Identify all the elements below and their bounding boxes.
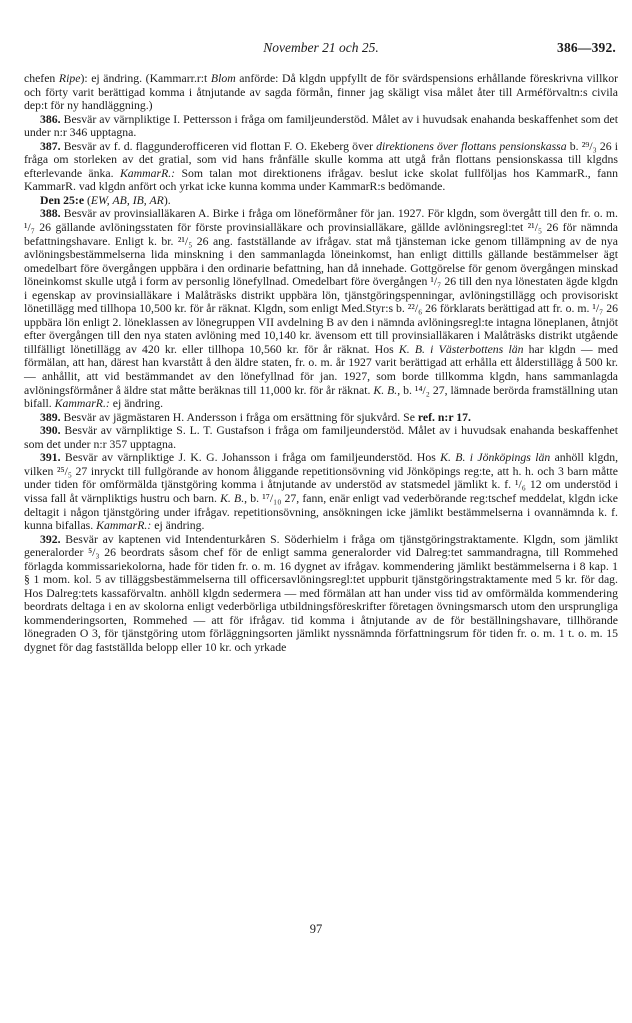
page-number: 97: [309, 922, 323, 936]
case-number: ref. n:r 17.: [417, 410, 471, 424]
text-run: Ripe: [58, 72, 81, 85]
text-run: K. B. i Jönköpings län: [440, 451, 551, 465]
text-run: anhöll klgdn, vilken ²⁵/₅ 27 inryckt till fullgörande av honom åliggande repetitionsövning vid Jönköpings reg:te, att h. h. och 3 barn måtte under tiden för omförmälda tjänstgöring komma i åtnjutande av understöd av statsmedel jämlikt k. f. ¹/₆ 12 om understöd i vissa fall åt värnpliktigs hustru och barn.: [24, 451, 619, 505]
text-run: , b. ¹⁷/₁₀ 27, fann, enär enligt vad vederbörande reg:tschef meddelat, klgdn icke deltagit i någon tjänstgöring under ifrågav. repetitionsövning, ansökningen icke jämlikt bestämmelserna i ovannämnda k. f. kunna bifallas.: [24, 491, 619, 533]
text-run: Besvär av kaptenen vid Intendenturkåren S. Söderhielm i fråga om tjänstgöringstraktamente. Klgdn, som jämlikt generalorder ⁵/₃ 26 beordrats såsom chef för de enligt samma generalorder vid Dalreg:tet sammandragna, till Rommehed förlagda kommissariekolorna, hade för tiden fr. o. m. 16 dygnet av ifrågav. kommendering jämlikt bestämmelserna i 8 kap. 1 § 1 mom. kol. 5 av tilläggsbestämmelserna till officersavlöningsregl:tet uppburit tjänstgöringstraktamente med 5 kr. för dag. Hos Dalreg:tets kassaförvaltn. anhöll klgdn sedermera — med förmälan att han under viss tid av omförmälda kommendering beordrats deltaga i en av skolorna enligt vederbörliga utbildningsföreskrifter företagen övningsmarsch utom den ursprungliga kommenderingsorten, Rommehed — att för ifrågav. tid komma i åtnjutande av de för beställningshavare, tillhörande lönegraden O 3, för tjänstgöring utom förläggningsorten jämlikt nyssnämnda författningsrum för tiden fr. o. m. 1 t. o. m. 15 dygnet för dag fastställda belopp eller 10 kr. och yrkade: [24, 532, 618, 654]
body-text: [24, 72, 618, 655]
text-run: ej ändring.: [109, 397, 164, 411]
text-run: KammarR.:: [96, 519, 152, 533]
text-run: ).: [163, 193, 171, 207]
case-number: 387.: [40, 139, 61, 153]
text-run: KammarR.:: [54, 397, 110, 411]
paragraph: [24, 140, 618, 194]
paragraph: [24, 451, 618, 532]
text-run: b. ²⁹/₃ 26 i fråga om storleken av det gratial, som vid hans frånfälle skulle komma att utgå från flottans pensionskassa till klgdns efterlevande änka.: [24, 139, 618, 180]
page-header: [24, 40, 618, 64]
paragraph: [24, 411, 618, 425]
text-run: Blom: [210, 72, 236, 85]
text-run: ej ändring.: [151, 519, 205, 533]
paragraph: [24, 533, 618, 655]
text-run: EW, AB, IB, AR: [90, 193, 164, 207]
text-run: Besvär av värnpliktige S. L. T. Gustafson i fråga om familjeunderstöd. Målet av i huvudsak enahanda beskaffenhet som det under n:r 357 upptagna.: [24, 424, 618, 451]
text-run: har klgdn — med förmälan, att han, därest han kvarstått å den äldre staten, fr. o. m. år 1927 varit berättigad att erhålla ett ålderstillägg å 500 kr. — anhållit, att vid bestämmandet av den lönefyllnad för jan. 1927, som borde tillkomma klgdn, hans sammanlagda avlöningsförmåner å äldre stat måtte beräknas till 11,000 kr. för år räknat.: [24, 342, 618, 397]
text-run: Besvär av f. d. flaggunderofficeren vid flottan F. O. Ekeberg över: [60, 139, 377, 153]
case-number: 389.: [40, 410, 61, 424]
text-run: Besvär av värnpliktige J. K. G. Johansson i fråga om familjeunderstöd. Hos: [60, 451, 441, 465]
text-run: Som talan mot direktionens ifrågav. beslut icke skolat fullföljas hos KammarR., fann KammarR. vad klgdn anfört och yrkat icke kunna komma under KammarR:s bedömande.: [24, 166, 618, 194]
case-number: Den 25:e: [40, 193, 85, 207]
text-run: K. B. i Västerbottens län: [398, 342, 524, 356]
text-run: K. B.: [220, 491, 245, 505]
text-run: K. B.: [373, 383, 398, 397]
paragraph: [24, 194, 618, 208]
text-run: (: [84, 193, 91, 207]
paragraph: [24, 72, 618, 113]
text-run: chefen: [24, 72, 59, 85]
running-title: November 21 och 25.: [263, 40, 379, 55]
text-run: direktionens över flottans pensionskassa: [376, 139, 567, 153]
paragraph: [24, 113, 618, 140]
paragraph: [24, 424, 618, 451]
case-number: 391.: [40, 451, 61, 465]
text-run: , b. ¹⁴/₂ 27, lämnade berörda framställning utan bifall.: [24, 383, 618, 411]
text-run: Besvär av jägmästaren H. Andersson i fråga om ersättning för sjukvård. Se: [60, 410, 418, 424]
paragraph: [24, 207, 618, 410]
case-number: 390.: [40, 424, 61, 438]
text-run: Besvär av värnpliktige I. Pettersson i fråga om familjeunderstöd. Målet av i huvudsak enahanda beskaffenhet som det under n:r 346 upptagna.: [24, 112, 618, 140]
text-run: KammarR.:: [119, 166, 176, 180]
case-number: 392.: [40, 532, 61, 546]
text-run: anförde: Då klgdn uppfyllt de för svärdspensions erhållande föreskrivna villkor och förty varit berättigad komma i åtnjutande av sagda förmån, finner jag skäligt visa målet åter till Arméförvaltn:s civila dep:t för ny handläggning.): [24, 72, 619, 113]
case-number: 388.: [40, 207, 61, 221]
text-run: Besvär av provinsialläkaren A. Birke i fråga om löneförmåner för jan. 1927. För klgdn, som övergått till den fr. o. m. ¹/₇ 26 gällande avlöningsstaten för förste provinsialläkare och provinsialläkare, gällde avlöningsregl:tet ²¹/₅ 26 för nämnda befattningshavare. Enligt k. br. ²¹/₅ 26 ang. fastställande av ifrågav. stat må tjänsteman icke genom tillämpning av de nya avlöningsbestämmelserna lida minskning i den sammanlagda löneinkomst, han enligt dittills gällande bestämmelser ägt omedelbart före övergången uppbära i den ordinarie befattning, han då innehade. Gottgörelse för genom övergången minskad löneinkomst skulle utgå i form av personlig lönefyllnad. Omedelbart före övergången ¹/₇ 26 till den nya lönestaten ägde klgdn i egenskap av provinsialläkare i Malåträsks distrikt uppbära lön, tjänstgöringspenningar, avlöningstillägg och provisoriskt lönetillägg med tillhopa 10,500 kr. för år räknat. Klgdn, som enligt Med.Styr:s b. ²²/₆ 26 förklarats berättigad att fr. o. m. ¹/₇ 26 uppbära lön enligt 2. löneklassen av lönegruppen VII avdelning B av den i nämnda avlöningsregl:te intagna löneplanen, åtnjöt efter övergången till den nya staten avlöning med 10,140 kr. ävensom ett till provinsialläkaren i Malåträsks distrikt utgående tillfälligt lönetillägg av 420 kr. eller tillhopa 10,560 kr. för år räknat. Hos: [24, 207, 618, 356]
text-run: ): ej ändring. (Kammarr.r:t: [80, 72, 211, 85]
case-number-range: 386—392.: [557, 40, 616, 55]
case-number: 386.: [40, 112, 61, 126]
